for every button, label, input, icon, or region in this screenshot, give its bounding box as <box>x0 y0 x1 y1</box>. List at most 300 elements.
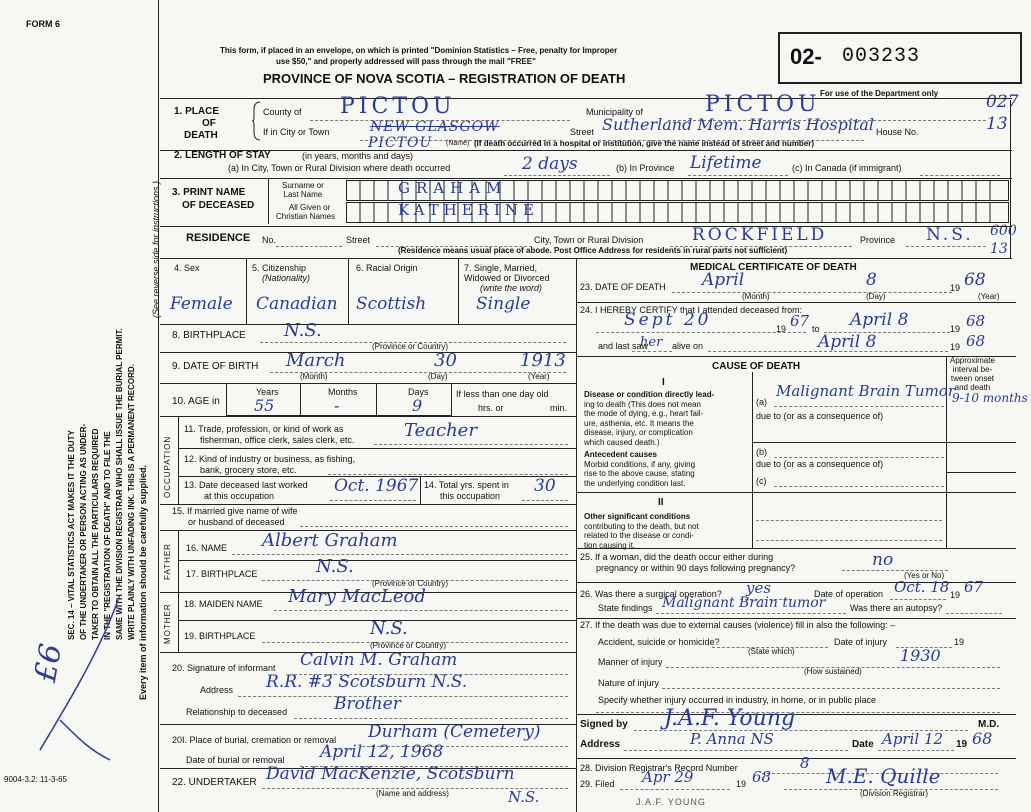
form-left-border <box>158 0 159 812</box>
father-label: FATHER <box>163 543 172 580</box>
nature-label: Nature of injury <box>598 678 660 688</box>
underline <box>774 457 944 458</box>
alive-on-value: April 8 <box>818 332 877 352</box>
how-note: (How sustained) <box>804 667 862 676</box>
residence-label: RESIDENCE <box>186 232 251 244</box>
accident-label: Accident, suicide or homicide? <box>598 637 720 647</box>
county-value: PICTOU <box>340 94 456 119</box>
age-months-value: - <box>334 396 340 415</box>
op-19: 19 <box>950 590 961 600</box>
intro-line: This form, if placed in an envelope, on which is printed "Dominion Statistics – Free, penalty for Improper <box>220 46 618 55</box>
date-death-label: 23. DATE OF DEATH <box>580 282 666 292</box>
label-line: 14. Total yrs. spent in <box>424 480 509 490</box>
margin-pen-stroke <box>0 590 150 780</box>
year-note: (Year) <box>528 372 550 381</box>
stamp-text: J.A.F. YOUNG <box>636 797 706 807</box>
rule <box>178 448 576 449</box>
label-line: rise to the above cause, stating <box>584 469 695 478</box>
divider <box>348 258 349 324</box>
findings-value: Malignant Brain tumor <box>662 595 826 611</box>
attend-to-19: 19 <box>950 324 961 334</box>
stay-sub: (in years, months and days) <box>302 151 414 161</box>
intro-text <box>220 45 617 67</box>
label-line: 11. Trade, profession, or kind of work as <box>184 424 344 434</box>
form-number: FORM 6 <box>26 19 61 29</box>
rule <box>576 582 1016 583</box>
rule <box>576 618 1016 619</box>
divider <box>458 258 459 324</box>
side-note-reverse: (See reverse side for instructions.) <box>151 180 161 318</box>
cause-title: CAUSE OF DEATH <box>712 361 801 372</box>
op-date-value: Oct. 18 <box>894 578 950 596</box>
underline <box>632 351 672 352</box>
interval-value: 9-10 months <box>952 391 1028 405</box>
label-line: 25. If a woman, did the death occur either during <box>580 552 774 562</box>
label-line: Morbid conditions, if any, giving <box>584 459 696 469</box>
med-address-label: Address <box>580 739 621 750</box>
side-note-line: SAME WITH THE DIVISION REGISTRAR WHO SHALL ISSUE THE BURIAL PERMIT. <box>115 328 124 640</box>
intro-line: use $50," and properly addressed will pass through the mail "FREE" <box>276 57 536 66</box>
med-date-year: 68 <box>972 729 993 748</box>
burial-label: 20I. Place of burial, cremation or removal <box>172 735 337 745</box>
label-line: OF DECEASED <box>182 200 255 211</box>
footer-code: 9004-3.2: 11-3-65 <box>4 775 68 784</box>
dept-code-3: 600 <box>990 223 1017 239</box>
label-line: tween onset <box>950 374 995 383</box>
signed-by-label: Signed by <box>580 719 628 730</box>
citizenship-value: Canadian <box>256 294 338 314</box>
dept-code-1: 027 <box>986 92 1019 112</box>
rule <box>160 258 1012 259</box>
death-month: April <box>702 270 745 290</box>
specify-label: Specify whether injury occurred in industry, in home, or in public place <box>598 695 876 705</box>
other-sig-label <box>584 512 699 550</box>
last-worked-label <box>184 480 308 502</box>
relationship-value: Brother <box>334 694 401 714</box>
province-label: Province <box>860 235 896 245</box>
filed-date-value: Apr 29 <box>642 768 694 786</box>
certify-label: 24. I HEREBY CERTIFY that I attended deceased from: <box>580 305 803 315</box>
to-label: to <box>812 324 820 334</box>
prov-country-note: (Province or Country) <box>372 342 449 351</box>
father-name-value: Albert Graham <box>262 530 398 551</box>
dob-label: 9. DATE OF BIRTH <box>172 361 259 372</box>
underline <box>596 332 806 333</box>
due-to-2: due to (or as a consequence of) <box>756 459 884 469</box>
mother-bp-label: 19. BIRTHPLACE <box>184 631 256 641</box>
label-line: All Given or <box>288 203 331 212</box>
divider <box>246 258 247 324</box>
dob-year: 1913 <box>520 350 566 371</box>
print-name-label <box>172 186 254 212</box>
underline <box>672 292 952 293</box>
trade-value: Teacher <box>404 420 477 441</box>
med-address-value: P. Anna NS <box>690 730 774 748</box>
undertaker-value: David MacKenzie, Scotsburn <box>266 764 515 784</box>
divider <box>268 178 269 224</box>
occupation-label: OCCUPATION <box>163 435 172 498</box>
residence-no-label: No. <box>262 235 277 245</box>
stay-b-value: Lifetime <box>690 153 762 173</box>
hospital-note: (If death occurred in a hospital or institution, give the name instead of street and number) <box>474 139 815 148</box>
injury-19: 19 <box>954 637 965 647</box>
divider <box>420 476 421 504</box>
underline <box>906 246 986 247</box>
mother-bp-value: N.S. <box>370 618 408 639</box>
underline <box>756 520 942 521</box>
label-line: and death <box>954 383 991 392</box>
underline <box>662 688 1000 689</box>
marital-value: Single <box>476 294 531 314</box>
yes-no-note: (Yes or No) <box>904 571 945 580</box>
label-line: interval be- <box>952 365 993 374</box>
city-label: If in City or Town <box>263 127 330 137</box>
rule <box>160 226 1012 227</box>
rule <box>160 178 1012 179</box>
label-line: 12. Kind of industry or business, as fishing, <box>184 454 356 464</box>
years-label: Years <box>256 387 279 397</box>
racial-label: 6. Racial Origin <box>356 263 418 273</box>
med-cert-title: MEDICAL CERTIFICATE OF DEATH <box>690 262 857 273</box>
underline <box>294 718 568 719</box>
side-note-line: IN THE "REGISTRATION OF DEATH" AND TO FILE THE <box>103 431 112 640</box>
label-line: Other significant conditions <box>584 512 691 521</box>
label-line: Surname or <box>282 181 324 190</box>
roman-two: II <box>658 497 664 508</box>
underline <box>624 750 848 751</box>
racial-value: Scottish <box>356 294 427 314</box>
name-small-label: (Name) <box>446 140 470 147</box>
father-name-label: 16. NAME <box>186 543 228 553</box>
underline <box>946 613 1002 614</box>
rule <box>576 714 1016 715</box>
rule <box>946 442 1016 443</box>
underline <box>620 789 730 790</box>
underline <box>890 599 946 600</box>
rule <box>576 758 1016 759</box>
undertaker-label: 22. UNDERTAKER <box>172 777 257 788</box>
label-line: bank, grocery store, etc. <box>200 465 297 475</box>
reg-record-label: 28. Division Registrar's Record Number <box>580 763 738 773</box>
side-note-line: WRITE PLAINLY WITH UNFADING INK. THIS IS A PERMANENT RECORD. <box>127 364 136 640</box>
underline <box>274 610 568 611</box>
father-bp-label: 17. BIRTHPLACE <box>186 569 258 579</box>
label-line: (Nationality) <box>262 273 311 283</box>
stay-c-label: (c) In Canada (if immigrant) <box>792 163 902 173</box>
med-date-value: April 12 <box>882 730 944 748</box>
form-title: PROVINCE OF NOVA SCOTIA – REGISTRATION OF DEATH <box>263 71 626 86</box>
label-line: the mode of dying, e.g., heart fail- <box>584 409 704 418</box>
label-line: ing to death (This does not mean <box>584 399 701 409</box>
label-line: ure, asthenia, etc. It means the <box>584 418 694 428</box>
label-line: disease, injury, or complication <box>584 428 693 437</box>
filed-label: 29. Filed <box>580 779 615 789</box>
label-line: DEATH <box>184 130 218 141</box>
trade-label <box>184 424 354 446</box>
underline <box>374 444 568 445</box>
label-line: contributing to the death, but not <box>584 521 699 531</box>
label-line: OF <box>202 118 216 129</box>
rule <box>178 560 576 561</box>
relationship-label: Relationship to deceased <box>186 707 288 717</box>
state-which-note: (State which) <box>748 647 795 656</box>
undertaker-value-2: N.S. <box>508 788 540 806</box>
dob-day: 30 <box>434 350 457 371</box>
underline <box>504 175 610 176</box>
prov-country-note: (Province or Country) <box>372 579 449 588</box>
injury-year-value: 1930 <box>900 646 941 665</box>
record-no-value: 8 <box>800 754 810 772</box>
roman-one: I <box>662 377 665 388</box>
industry-label <box>184 454 355 476</box>
divider <box>752 372 753 548</box>
antecedent-label <box>584 450 695 488</box>
underline <box>276 246 342 247</box>
attend-from: Sept 20 <box>624 310 712 330</box>
informant-label: 20. Signature of informant <box>172 663 276 673</box>
label-line: Disease or condition directly lead- <box>584 390 715 399</box>
attend-from-19: 19 <box>776 324 787 334</box>
autopsy-label: Was there an autopsy? <box>850 603 943 613</box>
underline <box>596 712 1000 713</box>
label-line: 1. PLACE <box>174 106 220 117</box>
underline <box>330 500 416 501</box>
prov-country-note: (Province or Country) <box>370 641 447 650</box>
label-line: Widowed or Divorced <box>464 273 550 283</box>
underline <box>688 175 788 176</box>
rule <box>946 472 1016 473</box>
divider <box>178 416 179 504</box>
med-date-19: 19 <box>956 739 968 750</box>
label-line: 15. If married give name of wife <box>172 506 298 516</box>
underline <box>774 486 944 487</box>
div-registrar-note: (Division Registrar) <box>860 789 929 798</box>
month-note: (Month) <box>742 292 770 301</box>
label-line: this occupation <box>440 491 501 501</box>
age-days-value: 9 <box>412 396 423 415</box>
informant-address-value: R.R. #3 Scotsburn N.S. <box>266 672 468 692</box>
day-note: (Day) <box>428 372 448 381</box>
label-line: Approximate <box>950 356 995 365</box>
label-line: at this occupation <box>204 491 275 501</box>
spouse-label <box>172 506 298 528</box>
min-label: min. <box>550 403 568 413</box>
side-note-line: SEC. 14 – VITAL STATISTICS ACT MAKES IT THE DUTY <box>67 430 76 640</box>
stay-a-label: (a) In City, Town or Rural Division where death occurred <box>228 163 451 173</box>
sex-label: 4. Sex <box>174 263 200 273</box>
attend-to-year: 68 <box>966 312 986 330</box>
underline <box>774 406 944 407</box>
year-note: (Year) <box>978 292 1000 301</box>
dept-code-4: 13 <box>990 241 1008 257</box>
reg-prefix: 02- <box>790 44 822 69</box>
given-label <box>276 203 335 221</box>
residence-city-label: City, Town or Rural Division <box>534 235 644 245</box>
birthplace-value: N.S. <box>284 320 322 341</box>
stay-label: 2. LENGTH OF STAY <box>174 150 271 161</box>
rule <box>576 492 1016 493</box>
registrar-signature: M.E. Quille <box>826 764 941 788</box>
underline <box>878 750 954 751</box>
side-note-line: TAKER TO OBTAIN ALL THE PARTICULARS REQUIRED <box>91 428 100 640</box>
state-findings-label: State findings <box>598 603 653 613</box>
label-line: Last Name <box>283 190 323 199</box>
label-line: or husband of deceased <box>188 517 285 527</box>
divider <box>300 383 301 416</box>
label-line: pregnancy or within 90 days following pregnancy? <box>596 563 796 573</box>
underline <box>232 554 568 555</box>
maiden-value: Mary MacLeod <box>288 586 426 607</box>
city-written: PICTOU <box>368 135 433 151</box>
underline <box>522 500 568 501</box>
date-injury-label: Date of injury <box>834 637 888 647</box>
pregnant-label <box>580 552 795 574</box>
street-value: Sutherland Mem. Harris Hospital <box>602 115 875 134</box>
label-line: fisherman, office clerk, sales clerk, etc. <box>200 435 355 445</box>
surname-value: GRAHAM <box>398 179 508 197</box>
underline <box>328 474 568 475</box>
reg-number: 003233 <box>842 45 921 68</box>
last-saw-label: and last saw <box>598 341 649 351</box>
manner-label: Manner of injury <box>598 657 663 667</box>
house-label: House No. <box>876 127 919 137</box>
county-label: County of <box>263 107 302 117</box>
rule <box>160 150 1012 151</box>
cause-a-label: (a) <box>756 397 767 407</box>
pregnant-value: no <box>872 550 894 570</box>
disease-label <box>584 390 714 447</box>
signature-value: J.A.F. Young <box>664 706 796 731</box>
street-label: Street <box>570 127 595 137</box>
municipality-value: PICTOU <box>705 92 821 117</box>
province-value: N.S. <box>926 225 974 245</box>
registration-number-box <box>778 32 1022 84</box>
sex-value: Female <box>170 294 233 314</box>
day-note: (Day) <box>866 292 886 301</box>
less-day-label: If less than one day old <box>456 389 549 399</box>
age-label: 10. AGE in <box>172 396 220 407</box>
rule <box>752 442 946 443</box>
margin-mark: £6 <box>28 641 70 685</box>
attend-to: April 8 <box>850 310 909 330</box>
dept-code-2: 13 <box>986 114 1008 134</box>
underline <box>300 526 568 527</box>
stay-a-value: 2 days <box>522 154 578 174</box>
total-yrs-label <box>424 480 509 502</box>
med-date-label: Date <box>852 739 874 750</box>
municipality-label: Municipality of <box>586 107 644 117</box>
alive-year: 68 <box>966 332 986 350</box>
stay-b-label: (b) In Province <box>616 163 675 173</box>
total-yrs-value: 30 <box>534 476 556 496</box>
name-address-note: (Name and address) <box>376 789 449 798</box>
city-crossed: NEW GLASGOW <box>370 119 500 135</box>
citizenship-label <box>252 263 310 283</box>
residence-note: (Residence means usual place of abode. Post Office Address for residents in rural parts not sufficient) <box>398 246 788 255</box>
mother-label: MOTHER <box>163 603 172 644</box>
divider <box>376 383 377 416</box>
age-years-value: 55 <box>254 396 275 415</box>
label-line: tion causing it. <box>584 540 636 550</box>
cause-b-label: (b) <box>756 447 767 457</box>
death-year: 68 <box>964 270 986 290</box>
md-label: M.D. <box>978 719 1000 730</box>
label-line: 3. PRINT NAME <box>172 187 246 198</box>
surgical-value: yes <box>746 579 772 597</box>
alive-19: 19 <box>950 342 961 352</box>
rule <box>160 324 576 325</box>
burial-date-label: Date of burial or removal <box>186 755 285 765</box>
burial-value: Durham (Cemetery) <box>368 722 541 742</box>
approx-label <box>950 356 995 392</box>
place-of-death-label <box>174 106 219 142</box>
filed-year: 68 <box>752 768 772 786</box>
label-line: which caused death.) <box>584 437 660 447</box>
divider <box>178 592 179 652</box>
hrs-label: hrs. or <box>478 403 504 413</box>
rule <box>160 416 576 417</box>
op-year: 67 <box>964 578 984 596</box>
rule <box>576 302 1016 303</box>
surname-label <box>282 181 324 199</box>
father-bp-value: N.S. <box>316 556 354 577</box>
birthplace-label: 8. BIRTHPLACE <box>172 330 246 341</box>
residence-city-value: ROCKFIELD <box>692 225 828 245</box>
months-label: Months <box>328 387 358 397</box>
informant-value: Calvin M. Graham <box>300 650 458 670</box>
attend-from-year: 67 <box>790 312 810 330</box>
marital-label <box>464 263 550 293</box>
underline <box>920 175 1000 176</box>
given-value: KATHERINE <box>398 201 539 219</box>
rule <box>160 98 1012 99</box>
label-line: 7. Single, Married, <box>464 263 538 273</box>
rule <box>160 352 576 353</box>
informant-address-label: Address <box>200 685 234 695</box>
last-worked-value: Oct. 1967 <box>334 476 419 496</box>
brace-icon <box>252 100 262 142</box>
dept-use-label: For use of the Department only <box>820 89 939 98</box>
label-line: Christian Names <box>276 212 336 221</box>
label-line: 13. Date deceased last worked <box>184 480 308 490</box>
residence-street-label: Street <box>346 235 371 245</box>
rule <box>160 504 576 505</box>
label-line: related to the disease or condi- <box>584 531 694 540</box>
filed-19: 19 <box>736 779 747 789</box>
days-label: Days <box>408 387 429 397</box>
cause-a-value: Malignant Brain Tumor <box>776 382 956 400</box>
divider <box>178 530 179 592</box>
death-19: 19 <box>950 283 961 293</box>
burial-date-value: April 12, 1968 <box>320 742 444 762</box>
date-op-label: Date of operation <box>814 589 884 599</box>
last-saw-who: her <box>640 335 663 350</box>
maiden-label: 18. MAIDEN NAME <box>184 599 263 609</box>
month-note: (Month) <box>300 372 328 381</box>
side-note-line: OF THE UNDERTAKER OR PERSON ACTING AS UNDER- <box>79 423 88 640</box>
rule <box>576 548 1016 549</box>
surgical-label: 26. Was there a surgical operation? <box>580 589 722 599</box>
external-label: 27. If the death was due to external causes (violence) fill in also the following: – <box>580 620 896 630</box>
side-note-supplied: Every item of information should be carefully supplied. <box>138 464 148 700</box>
center-divider <box>576 258 577 812</box>
label-line: Antecedent causes <box>584 450 657 459</box>
label-line: 5. Citizenship <box>252 263 307 273</box>
underline <box>656 613 846 614</box>
death-day: 8 <box>866 270 877 290</box>
underline <box>756 540 942 541</box>
label-line: the underlying condition last. <box>584 478 686 488</box>
